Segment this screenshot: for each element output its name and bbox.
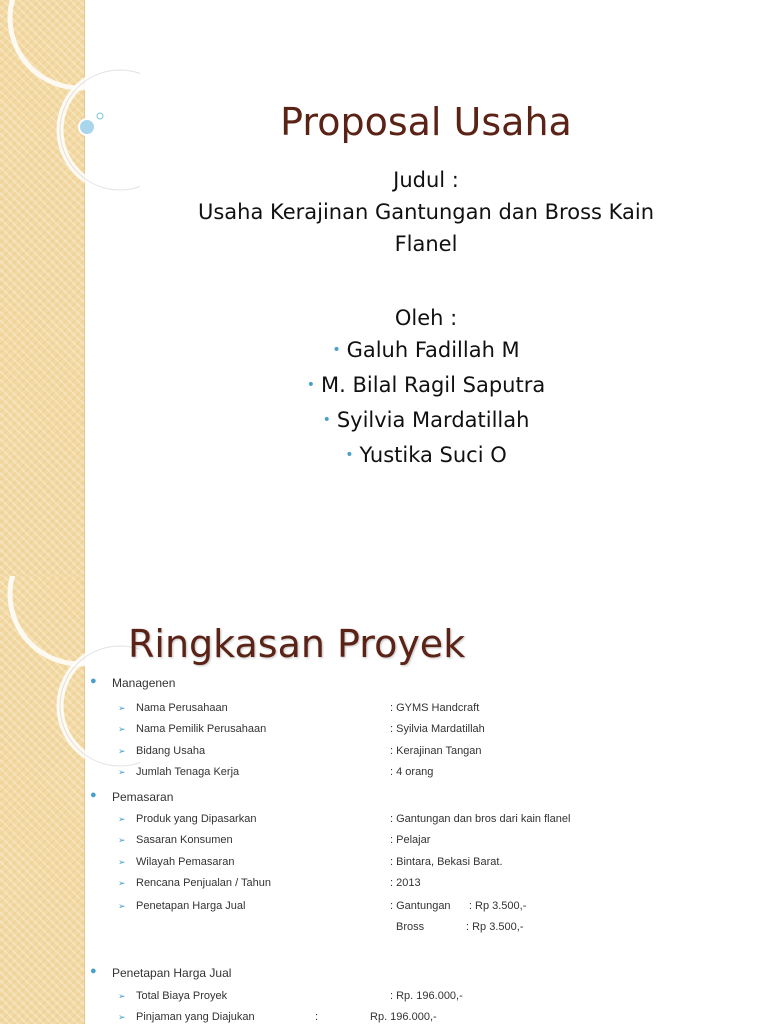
oleh-label: Oleh : bbox=[394, 306, 458, 330]
arrow-icon: ➢ bbox=[118, 901, 126, 911]
bullet-icon: ● bbox=[90, 789, 97, 801]
bullet-icon: • bbox=[322, 412, 331, 428]
bullet-icon: • bbox=[332, 342, 341, 358]
author-item: • Yustika Suci O bbox=[345, 443, 507, 467]
arrow-icon: ➢ bbox=[118, 703, 126, 713]
bullet-icon: ● bbox=[90, 965, 97, 977]
bullet-icon: • bbox=[345, 447, 354, 463]
arrow-icon: ➢ bbox=[118, 857, 126, 867]
arrow-icon: ➢ bbox=[118, 814, 126, 824]
judul-line-1: Usaha Kerajinan Gantungan dan Bross Kain bbox=[197, 200, 655, 224]
bullet-icon: ● bbox=[90, 675, 97, 687]
arrow-icon: ➢ bbox=[118, 767, 126, 777]
author-item: • Galuh Fadillah M bbox=[332, 338, 520, 362]
arrow-icon: ➢ bbox=[118, 878, 126, 888]
judul-label: Judul : bbox=[393, 168, 459, 192]
arrow-icon: ➢ bbox=[118, 1012, 126, 1022]
slide-ringkasan-proyek: Ringkasan Proyek ● Managenen ➢ Nama Perusahaan : GYMS Handcraft ➢ Nama Pemilik Perusahaan : Syilvia Mardatillah ➢ Bidang Usaha : Kerajinan Tangan ➢ Jumlah Tenaga Kerja : 4 orang ● Pemasaran ➢ Produk yang Dipasarkan : Gantungan dan bros dari kain flanel ➢ Sasaran Konsumen : Pelajar ➢ Wilayah Pemasaran : Bintara, Bekasi Barat. ➢ Rencana Penjualan / Tahun : 2013 ➢ Penetapan Harga Jual : Gantungan : Rp 3.500,- Bross : Rp 3.500,- ● Penetapan Harga Jual ➢ Total Biaya Proyek : Rp. 196.000,- ➢ Pinjaman yang Diajukan : Rp. 196.000,- bbox=[0, 576, 768, 1024]
arrow-icon: ➢ bbox=[118, 991, 126, 1001]
author-item: • M. Bilal Ragil Saputra bbox=[306, 373, 546, 397]
author-item: • Syilvia Mardatillah bbox=[322, 408, 530, 432]
arrow-icon: ➢ bbox=[118, 724, 126, 734]
bullet-icon: • bbox=[306, 377, 316, 393]
slide-title: Ringkasan Proyek bbox=[128, 622, 466, 666]
arrow-icon: ➢ bbox=[118, 835, 126, 845]
slide-title: Proposal Usaha bbox=[280, 100, 572, 144]
slide-content bbox=[84, 164, 768, 474]
judul-line-2: Flanel bbox=[394, 232, 458, 256]
arrow-icon: ➢ bbox=[118, 746, 126, 756]
